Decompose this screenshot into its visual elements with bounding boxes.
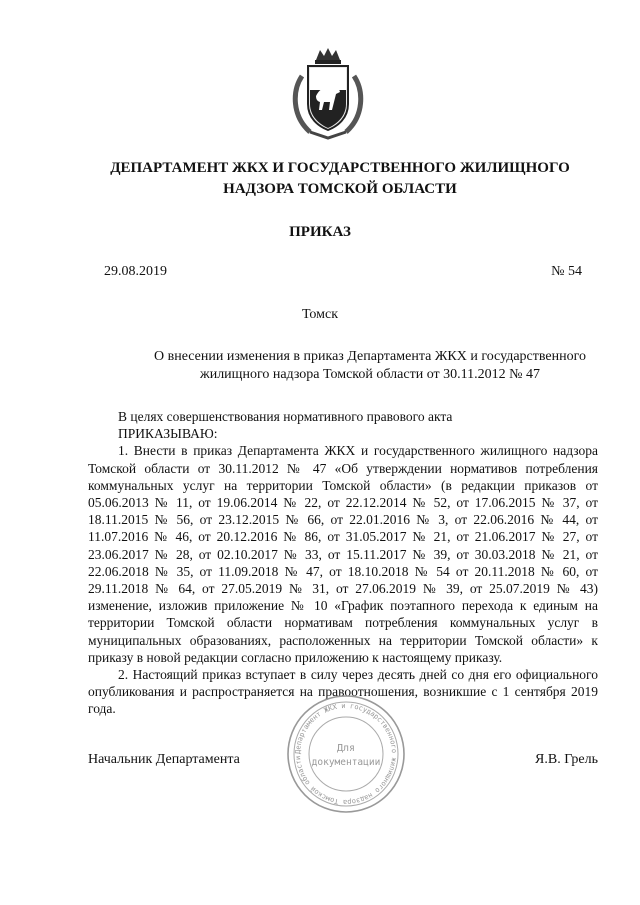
coat-of-arms-emblem	[288, 46, 368, 140]
department-line-2: НАДЗОРА ТОМСКОЙ ОБЛАСТИ	[223, 181, 457, 197]
order-word: ПРИКАЗЫВАЮ:	[118, 426, 218, 442]
round-stamp	[284, 692, 408, 816]
subject-line-1: О внесении изменения в приказ Департамента ЖКХ и государственного	[154, 349, 586, 364]
department-name	[60, 158, 620, 200]
department-line-1: ДЕПАРТАМЕНТ ЖКХ И ГОСУДАРСТВЕННОГО ЖИЛИЩНОГО	[110, 160, 570, 176]
document-date: 29.08.2019	[104, 264, 167, 279]
document-body	[88, 408, 598, 718]
stamp-center-line-2: документации	[311, 757, 381, 768]
signatory-position: Начальник Департамента	[88, 752, 240, 767]
item-2-paragraph: 2. Настоящий приказ вступает в силу через десять дней со дня его официального опубликования и распространяется на правоотношения, возникшие с 1 сентября 2019 года.	[88, 667, 598, 717]
stamp-center-line-1: Для	[336, 743, 356, 754]
subject-line-2: жилищного надзора Томской области от 30.11.2012 № 47	[200, 367, 540, 382]
signatory-name: Я.В. Грель	[535, 752, 598, 767]
document-type: ПРИКАЗ	[289, 224, 351, 240]
stamp-ring-text: Департамент ЖКХ и государственного жилищного надзора Томской области	[293, 701, 399, 807]
document-city: Томск	[301, 307, 339, 322]
document-number: № 54	[551, 264, 582, 279]
document-subject	[140, 348, 600, 384]
item-1-paragraph: 1. Внести в приказ Департамента ЖКХ и государственного жилищного надзора Томской области от 30.11.2012 № 47 «Об утверждении нормативов потребления коммунальных услуг на территории Томской области» (в редакции приказов от 05.06.2013 № 11, от 19.06.2014 № 22, от 22.12.2014 № 52, от 17.06.2015 № 37, от 18.11.2015 № 56, от 23.12.2015 № 66, от 22.01.2016 № 3, от 22.06.2016 № 44, от 11.07.2016 № 46, от 20.12.2016 № 86, от 31.05.2017 № 21, от 21.06.2017 № 27, от 23.06.2017 № 28, от 02.10.2017 № 33, от 15.11.2017 № 39, от 30.03.2018 № 21, от 22.06.2018 № 35, от 11.09.2018 № 47, от 18.10.2018 № 54 от 20.11.2018 № 60, от 29.11.2018 № 64, от 27.05.2019 № 31, от 27.06.2019 № 39, от 25.07.2019 № 43) изменение, изложив приложение № 10 «График поэтапного перехода к единым на территории Томской области нормативам потребления коммунальных услуг в муниципальных образованиях, расположенных на территории Томской области» к приказу в новой редакции согласно приложению к настоящему приказу.	[88, 443, 598, 665]
purpose-paragraph: В целях совершенствования нормативного правового акта	[118, 409, 453, 424]
